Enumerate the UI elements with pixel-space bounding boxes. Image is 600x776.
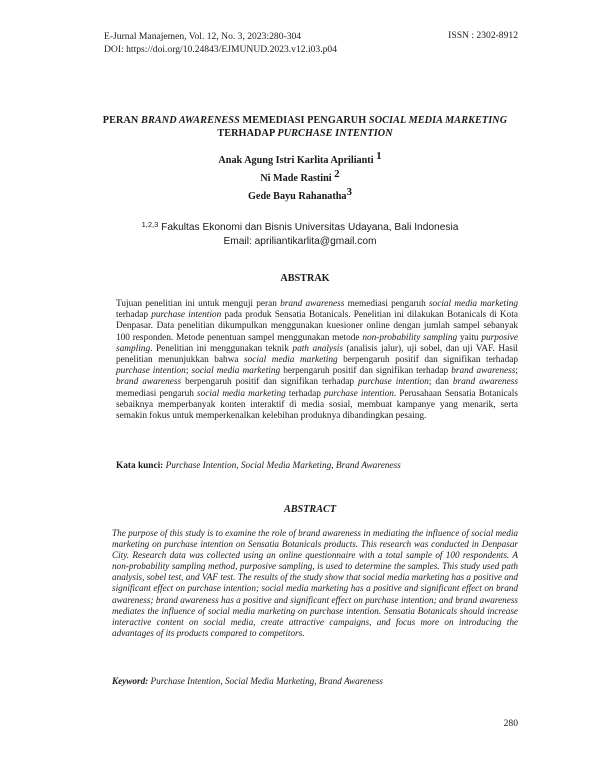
author-1: Anak Agung Istri Karlita Aprilianti $^1$ bbox=[218, 150, 382, 166]
paper-title: PERAN BRAND AWARENESS MEMEDIASI PENGARUH SOCIAL MEDIA MARKETING TERHADAP PURCHASE INTENTION bbox=[102, 115, 508, 139]
abstract-heading: ABSTRACT bbox=[283, 504, 337, 515]
abstrak-body: Tujuan penelitian ini untuk menguji peran brand awareness memediasi pengaruh social media marketing terhadap purchase intention pada produk Sensatia Botanicals. Penelitian ini dilakukan Botanicals di Kota Denpasar. Data penelitian dikumpulkan menggunakan kuesioner online dengan jumlah sampel sebanyak 100 responden. Metode penentuan sampel menggunakan metode non-probability sampling yaitu purposive sampling. Penelitian ini menggunakan teknik path analysis (analisis jalur), uji sobel, dan uji VAF. Hasil penelitian menunjukkan bahwa social media marketing berpengaruh positif dan signifikan terhadap purchase intention; social media marketing berpengaruh positif dan signifikan terhadap brand awareness; brand awareness berpengaruh positif dan signifikan terhadap purchase intention; dan brand awareness memediasi pengaruh social media marketing terhadap purchase intention. Perusahaan Sensatia Botanicals sebaiknya memperbanyak konten interaktif di media sosial, membuat kampanye yang menarik, serta semakin fokus untuk memperkenalkan kelebihan produknya dibandingkan pesaing. bbox=[116, 299, 519, 422]
affiliation-line: $^{1,2,3}$ Fakultas Ekonomi dan Bisnis Universitas Udayana, Bali Indonesia bbox=[141, 220, 459, 233]
author-list bbox=[0, 152, 600, 206]
journal-citation: E-Jurnal Manajemen, Vol. 12, No. 3, 2023:280-304 bbox=[104, 31, 302, 42]
author-email[interactable]: Email: apriliantikarlita@gmail.com bbox=[223, 236, 377, 247]
journal-header bbox=[104, 30, 337, 56]
affiliation bbox=[0, 221, 600, 249]
kata-kunci: Kata kunci: Purchase Intention, Social Media Marketing, Brand Awareness bbox=[116, 461, 401, 471]
author-3: Gede Bayu Rahanatha$^3$ bbox=[248, 186, 352, 202]
author-2: Ni Made Rastini $^2$ bbox=[260, 168, 340, 184]
page-number: 280 bbox=[503, 718, 518, 729]
abstrak-heading: ABSTRAK bbox=[280, 273, 330, 284]
issn: ISSN : 2302-8912 bbox=[448, 30, 518, 41]
abstract-body: The purpose of this study is to examine the role of brand awareness in mediating the influence of social media marketing on purchase intention on Sensatia Botanicals products. This research was conducted in Denpasar City. Research data was collected using an online questionnaire with a total sample of 100 respondents. A non-probability sampling method, purposive sampling, is used to determine the samples. This study used path analysis, sobel test, and VAF test. The results of the study show that social media marketing has a positive and significant effect on purchase intention; social media marketing has a positive and significant effect on brand awareness; brand awareness has a positive and significant effect on purchase intention; and brand awareness mediates the influence of social media marketing on purchase intention. Sensatia Botanicals should increase interactive content on social media, create attractive campaigns, and focus more on introducing the advantages of its products compared to competitors. bbox=[112, 528, 518, 638]
doi-link[interactable]: DOI: https://doi.org/10.24843/EJMUNUD.2023.v12.i03.p04 bbox=[104, 44, 338, 55]
keywords: Keyword: Purchase Intention, Social Media Marketing, Brand Awareness bbox=[112, 676, 383, 686]
